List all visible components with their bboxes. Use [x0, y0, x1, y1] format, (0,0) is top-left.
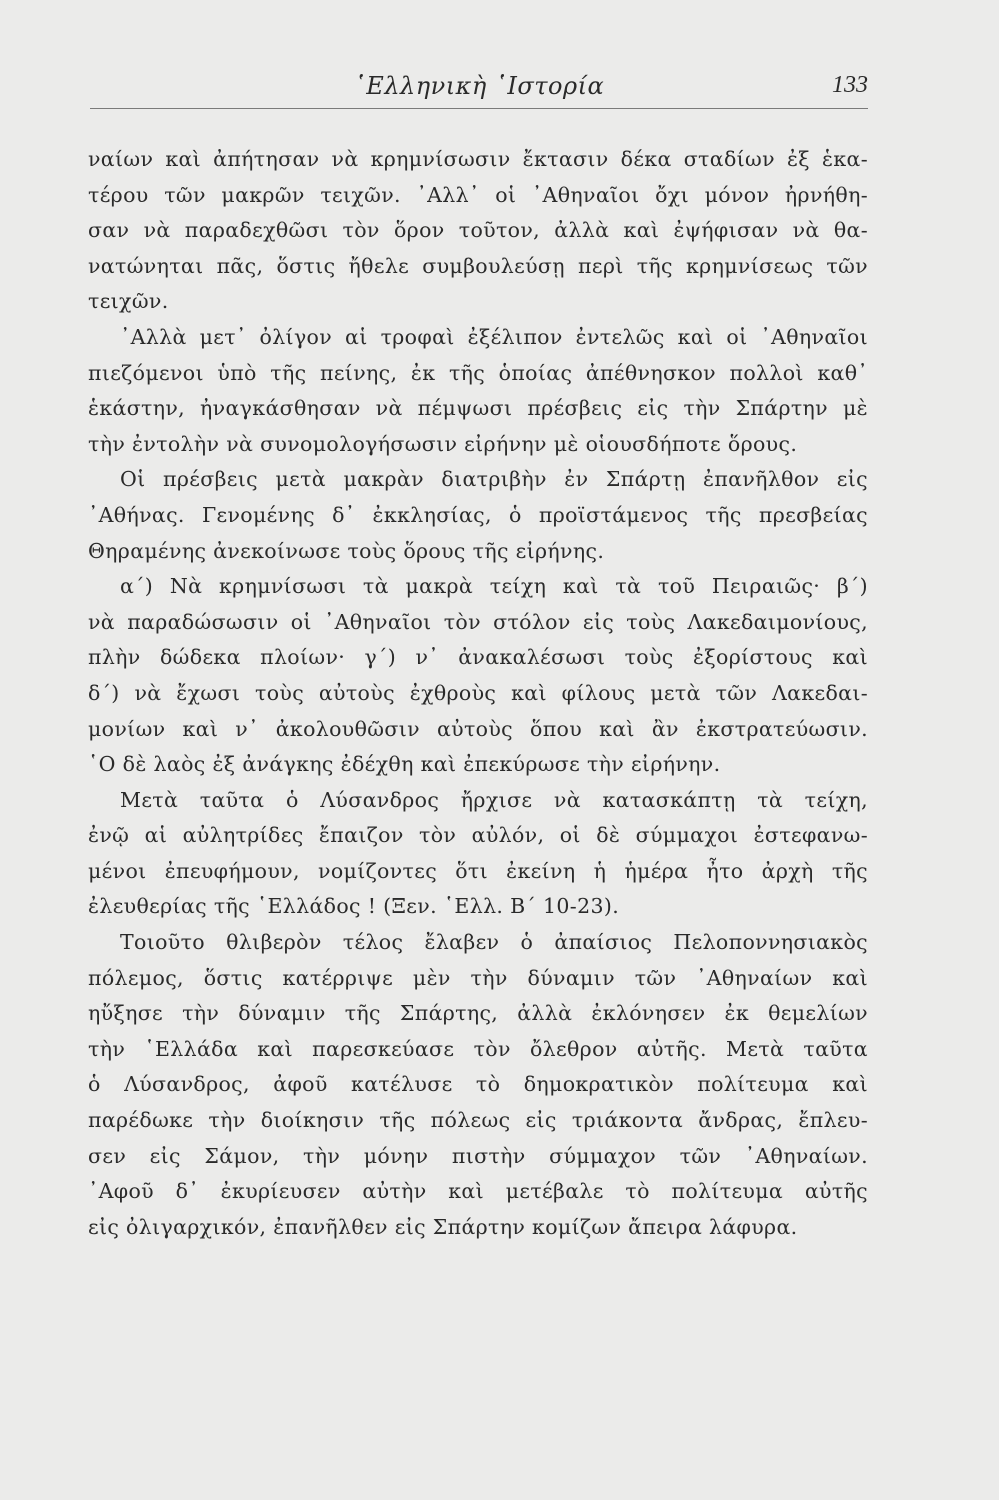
text-line: σαν νὰ παραδεχθῶσι τὸν ὅρον τοῦτον, ἀλλὰ καὶ ἐψήφισαν νὰ θα-: [88, 218, 868, 243]
text-line: τειχῶν.: [88, 289, 169, 314]
text-line: ᾿Αθήνας. Γενομένης δ᾿ ἐκκλησίας, ὁ προϊστάμενος τῆς πρεσβείας: [88, 502, 868, 527]
text-line: πιεζόμενοι ὑπὸ τῆς πείνης, ἐκ τῆς ὁποίας ἀπέθνησκον πολλοὶ καθ᾿: [88, 360, 868, 385]
text-line: α΄) Νὰ κρημνίσωσι τὰ μακρὰ τείχη καὶ τὰ τοῦ Πειραιῶς· β΄): [120, 574, 868, 599]
text-line: νὰ παραδώσωσιν οἱ ᾿Αθηναῖοι τὸν στόλον εἰς τοὺς Λακεδαιμονίους,: [88, 609, 868, 634]
text-line: ἐλευθερίας τῆς ῾Ελλάδος ! (Ξεν. ῾Ελλ. Β΄ 10-23).: [88, 894, 620, 919]
body-text: [88, 142, 868, 1245]
running-title: ῾Ελληνικὴ ῾Ιστορία: [353, 72, 605, 100]
text-line: εἰς ὀλιγαρχικόν, ἐπανῆλθεν εἰς Σπάρτην κομίζων ἄπειρα λάφυρα.: [88, 1214, 798, 1239]
text-line: μένοι ἐπευφήμουν, νομίζοντες ὅτι ἐκείνη ἡ ἡμέρα ἦτο ἀρχὴ τῆς: [88, 858, 868, 883]
text-line: Τοιοῦτο θλιβερὸν τέλος ἔλαβεν ὁ ἀπαίσιος Πελοποννησιακὸς: [120, 930, 868, 955]
text-line: νατώνηται πᾶς, ὅστις ἤθελε συμβουλεύσῃ περὶ τῆς κρημνίσεως τῶν: [88, 253, 868, 278]
text-line: ηὔξησε τὴν δύναμιν τῆς Σπάρτης, ἀλλὰ ἐκλόνησεν ἐκ θεμελίων: [88, 1001, 868, 1026]
text-line: ναίων καὶ ἀπήτησαν νὰ κρημνίσωσιν ἔκτασιν δέκα σταδίων ἐξ ἑκα-: [88, 147, 868, 171]
text-line: τὴν ἐντολὴν νὰ συνομολογήσωσιν εἰρήνην μὲ οἱουσδήποτε ὅρους.: [88, 431, 798, 456]
text-line: Οἱ πρέσβεις μετὰ μακρὰν διατριβὴν ἐν Σπάρτῃ ἐπανῆλθον εἰς: [120, 467, 868, 492]
header-rule: [90, 108, 868, 109]
text-line: ἑκάστην, ἠναγκάσθησαν νὰ πέμψωσι πρέσβεις εἰς τὴν Σπάρτην μὲ: [88, 396, 868, 421]
text-line: Θηραμένης ἀνεκοίνωσε τοὺς ὅρους τῆς εἰρήνης.: [88, 538, 605, 563]
text-line: ᾿Αλλὰ μετ᾿ ὀλίγον αἱ τροφαὶ ἐξέλιπον ἐντελῶς καὶ οἱ ᾿Αθηναῖοι: [120, 324, 868, 349]
text-line: τὴν ῾Ελλάδα καὶ παρεσκεύασε τὸν ὄλεθρον αὐτῆς. Μετὰ ταῦτα: [88, 1036, 868, 1061]
text-line: πλὴν δώδεκα πλοίων· γ΄) ν᾿ ἀνακαλέσωσι τοὺς ἐξορίστους καὶ: [88, 645, 868, 670]
text-line: πόλεμος, ὅστις κατέρριψε μὲν τὴν δύναμιν τῶν ᾿Αθηναίων καὶ: [88, 965, 868, 990]
text-line: δ΄) νὰ ἔχωσι τοὺς αὐτοὺς ἐχθροὺς καὶ φίλους μετὰ τῶν Λακεδαι-: [88, 680, 868, 705]
text-line: ᾿Αφοῦ δ᾿ ἐκυρίευσεν αὐτὴν καὶ μετέβαλε τὸ πολίτευμα αὐτῆς: [88, 1179, 868, 1204]
text-line: ῾Ο δὲ λαὸς ἐξ ἀνάγκης ἐδέχθη καὶ ἐπεκύρωσε τὴν εἰρήνην.: [88, 752, 721, 777]
text-line: σεν εἰς Σάμον, τὴν μόνην πιστὴν σύμμαχον τῶν ᾿Αθηναίων.: [88, 1143, 868, 1168]
text-line: μονίων καὶ ν᾿ ἀκολουθῶσιν αὐτοὺς ὅπου καὶ ἂν ἐκστρατεύωσιν.: [88, 716, 868, 741]
text-line: παρέδωκε τὴν διοίκησιν τῆς πόλεως εἰς τριάκοντα ἄνδρας, ἔπλευ-: [88, 1108, 868, 1133]
page-header: [90, 72, 868, 112]
page-number: 133: [832, 72, 868, 98]
text-line: ἐνῷ αἱ αὐλητρίδες ἔπαιζον τὸν αὐλόν, οἱ δὲ σύμμαχοι ἐστεφανω-: [88, 823, 868, 848]
text-line: Μετὰ ταῦτα ὁ Λύσανδρος ἤρχισε νὰ κατασκάπτῃ τὰ τείχη,: [120, 787, 868, 812]
text-line: ὁ Λύσανδρος, ἀφοῦ κατέλυσε τὸ δημοκρατικὸν πολίτευμα καὶ: [88, 1072, 868, 1097]
text-line: τέρου τῶν μακρῶν τειχῶν. ᾿Αλλ᾿ οἱ ᾿Αθηναῖοι ὄχι μόνον ἠρνήθη-: [88, 182, 868, 207]
